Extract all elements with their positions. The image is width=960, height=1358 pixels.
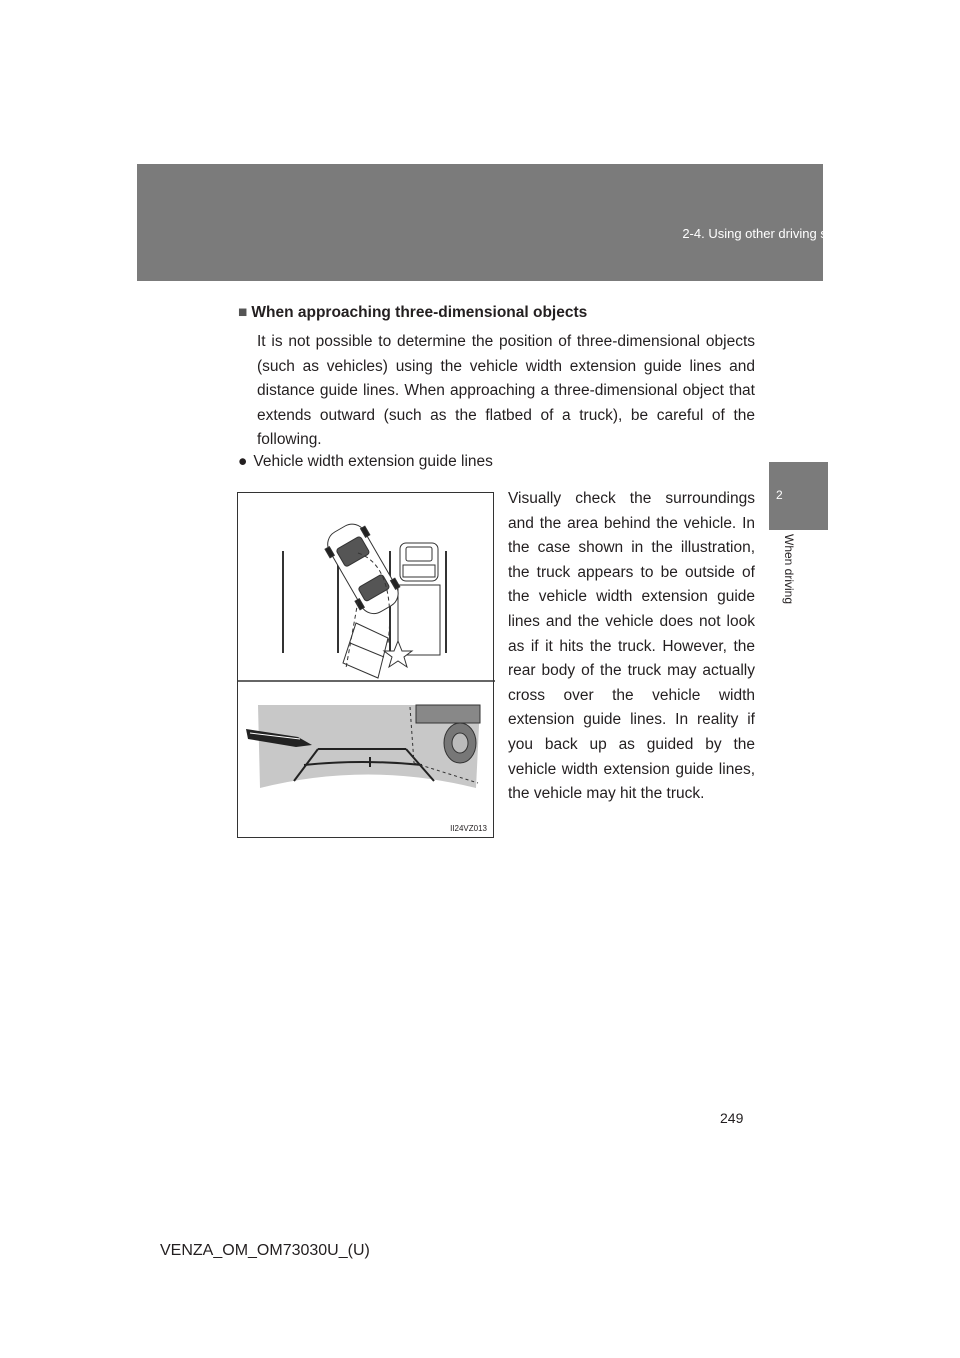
parking-diagram [283, 518, 446, 679]
chapter-number: 2 [776, 488, 783, 502]
chapter-title: When driving [782, 534, 796, 605]
figure-code: II24VZ013 [450, 824, 487, 833]
header-band [137, 164, 823, 281]
square-marker-icon: ■ [238, 304, 248, 321]
heading-text: When approaching three-dimensional objects [251, 304, 588, 321]
body-paragraph: Visually check the surroundings and the area behind the vehicle. In the case shown in the illustration, the truck appears to be outside of the vehicle width extension guide lines and the vehicle does not look as if it hits the truck. However, the rear body of the truck may actually cross over the vehicle width extension guide lines. In reality if you back up as guided by the vehicle width extension guide lines, the vehicle may hit the truck. [508, 490, 755, 803]
guide-lines [343, 623, 388, 678]
section-heading [238, 304, 587, 322]
section-title: 2-4. Using other driving systems [682, 226, 868, 241]
bullet-dot-icon: ● [238, 453, 248, 470]
document-id: VENZA_OM_OM73030U_(U) [160, 1242, 370, 1259]
truck-top-view [398, 543, 440, 655]
car-top-view [320, 518, 406, 621]
bullet-item [238, 453, 493, 471]
illustration-drawing [238, 493, 495, 839]
page-number: 249 [720, 1110, 744, 1126]
camera-view [246, 705, 480, 788]
intro-paragraph: It is not possible to determine the position of three-dimensional objects (such as vehicles) using the vehicle width extension guide lines and distance guide lines. When approaching a three-dimensional object that extends outward (such as the flatbed of a truck), be careful of the following. [257, 333, 755, 449]
illustration [237, 492, 494, 838]
bullet-text: Vehicle width extension guide lines [253, 453, 493, 470]
